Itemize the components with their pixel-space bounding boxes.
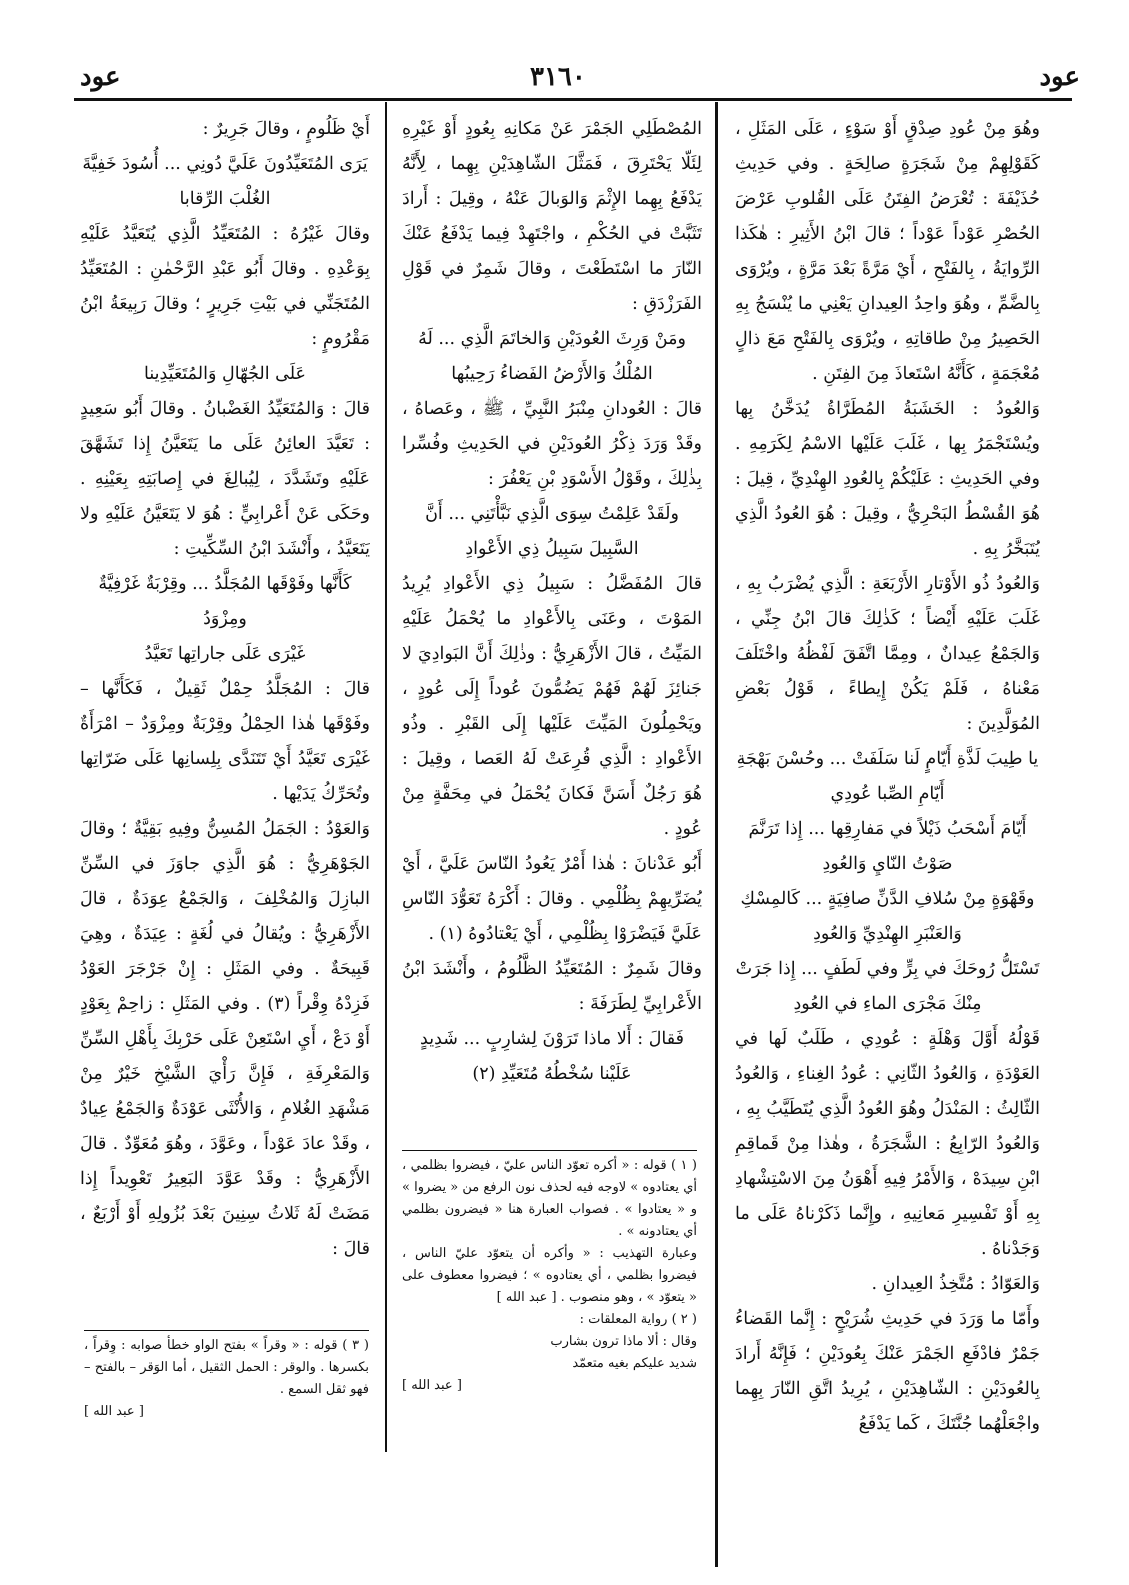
- paragraph: وقالَ غَيْرُهُ : المُتَعَيِّدُ الَّذِي يُتَعَيَّدُ عَلَيْهِ بِوَعْدِهِ . وقالَ أَبُو عَبْدِ الرَّحْمٰنِ : المُتَعَيِّدُ المُتَجَنِّي في بَيْتِ جَرِيرٍ ؛ وقالَ رَبِيعَةُ ابْنُ مَقْرُومٍ :: [80, 224, 370, 349]
- header-rule: [74, 98, 1072, 101]
- page-number: ٣١٦٠: [530, 62, 586, 92]
- footnote-rule: [402, 1150, 697, 1151]
- paragraph: قالَ : المُجَلَّدُ حِمْلٌ ثَقِيلٌ ، فَكَأَنَّها – وفَوْقَها هٰذا الحِمْلُ وقِرْبَةٌ ومِزْوَدٌ – امْرَأَةٌ غَيْرَى تَعَيَّدُ أَيْ تَتَنَدَّى بِلِسانِها عَلَى ضَرّاتِها وتُحَرِّكُ يَدَيْها .: [80, 679, 370, 804]
- verse: ولَقَدْ عَلِمْتُ سِوَى الَّذِي نَبَّأْتَنِي ... أَنَّ السَّبِيلَ سَبِيلُ ذِي الأَعْوادِ: [425, 504, 679, 559]
- verse: عَلَى الجُهّالِ وَالمُتَعَيِّدِينا: [144, 364, 306, 384]
- paragraph: وَالعُودُ ذُو الأَوْتارِ الأَرْبَعَةِ : الَّذِي يُضْرَبُ بِهِ ، غَلَبَ عَلَيْهِ أَيْضاً ؛ كَذٰلِكَ قالَ ابْنُ جِنِّي ، وَالجَمْعُ عِيدانٌ ، ومِمَّا اتَّفَقَ لَفْظُهُ واخْتَلَفَ مَعْناهُ ، فَلَمْ يَكُنْ إِيطاءً ، قَوْلُ بَعْضِ المُوَلَّدِينَ :: [735, 574, 1040, 734]
- editor-signature: [ عبد الله ]: [402, 1378, 462, 1393]
- column-divider-left: [385, 102, 387, 1452]
- footnote-rule: [84, 1330, 369, 1331]
- paragraph: أَيْ ظَلُومٍ ، وقالَ جَرِيرٌ :: [202, 119, 370, 139]
- verse: تَسْتَلُّ رُوحَكَ في بِرٍّ وفي لَطَفٍ ... إِذا جَرَتْ مِنْكَ مَجْرَى الماءِ في العُودِ: [735, 959, 1040, 1014]
- paragraph: قالَ المُفَضَّلُ : سَبِيلُ ذِي الأَعْوادِ يُرِيدُ المَوْتَ ، وعَنَى بِالأَعْوادِ ما يُحْمَلُ عَلَيْهِ المَيِّتُ ، قالَ الأَزْهَرِيُّ : وذٰلِكَ أَنَّ البَوادِيَ لا جَنائِزَ لَهُمْ فَهُمْ يَضُمُّونَ عُوداً إِلَى عُودٍ ، ويَحْمِلُونَ المَيِّتَ عَلَيْها إِلَى القَبْرِ . وذُو الأَعْوادِ : الَّذِي قُرِعَتْ لَهُ العَصا ، وقِيلَ : هُوَ رَجُلٌ أَسَنَّ فَكانَ يُحْمَلُ في مِحَفَّةٍ مِنْ عُودٍ .: [402, 574, 702, 839]
- verse: غَيْرَى عَلَى جاراتِها تَعَيَّدُ: [144, 644, 306, 664]
- header-left-word: عود: [80, 62, 121, 92]
- verse: يَرَى المُتَعَيِّدُونَ عَلَيَّ دُونِي ... أُسُودَ خَفِيَّةَ الغُلْبَ الرِّقابا: [82, 154, 368, 209]
- column-left: [80, 112, 370, 1492]
- column-right: [735, 112, 1040, 1582]
- footnotes-middle: [402, 1155, 697, 1397]
- paragraph: وهُوَ مِنْ عُودِ صِدْقٍ أَوْ سَوْءٍ ، عَلَى المَثَلِ ، كَقَوْلِهِمْ مِنْ شَجَرَةٍ صالِحَةٍ . وفي حَدِيثِ حُذَيْفَةَ : تُعْرَضُ الفِتَنُ عَلَى القُلوبِ عَرْضَ الحُصْرِ عَوْداً عَوْداً ؛ قالَ ابْنُ الأَثِيرِ : هٰكَذا الرِّوايَةُ ، بِالفَتْحِ ، أَيْ مَرَّةً بَعْدَ مَرَّةٍ ، ويُرْوَى بِالضَّمِّ ، وهُوَ واحِدُ العِيدانِ يَعْنِي ما يُنْسَجُ بِهِ الحَصِيرُ مِنْ طاقاتِهِ ، ويُرْوَى بِالفَتْحِ مَعَ ذالٍ مُعْجَمَةٍ ، كَأَنَّهُ اسْتَعاذَ مِنَ الفِتَنِ .: [735, 119, 1040, 384]
- verse: يا طِيبَ لَذَّةِ أَيّامٍ لَنا سَلَفَتْ ... وحُسْنَ بَهْجَةِ أَيّامِ الصِّبا عُودِي: [736, 749, 1039, 804]
- verse: فَقالَ : أَلا ماذا تَرَوْنَ لِشارِبٍ ... شَدِيدٍ عَلَيْنا سُخْطُهُ مُتَعَيِّدِ (٢): [420, 1029, 684, 1084]
- paragraph: وقالَ شَمِرٌ : المُتَعَيِّدُ الظَّلُومُ ، وأَنْشَدَ ابْنُ الأَعْرابِيِّ لِطَرَفَةَ :: [402, 959, 702, 1014]
- column-divider-right: [715, 102, 718, 1567]
- verse: ومَنْ وَرِثَ العُودَيْنِ وَالخاتَمَ الَّذِي ... لَهُ المُلْكُ وَالأَرْضُ الفَضاءُ رَحِيبُها: [418, 329, 686, 384]
- paragraph: وَالعُودُ : الخَشَبَةُ المُطَرَّاةُ يُدَخَّنُ بِها ويُسْتَجْمَرُ بِها ، غَلَبَ عَلَيْها الاسْمُ لِكَرَمِهِ . وفي الحَدِيثِ : عَلَيْكُمْ بِالعُودِ الهِنْدِيِّ ، قِيلَ : هُوَ القُسْطُ البَحْرِيُّ ، وقِيلَ : هُوَ العُودُ الَّذِي يُتَبَخَّرُ بِهِ .: [735, 399, 1040, 559]
- paragraph: أَبُو عَدْنانَ : هٰذا أَمْرٌ يَعُودُ النّاسَ عَلَيَّ ، أَيْ يُضَرِّيهِمْ بِظُلْمِي . وقالَ : أَكْرَهُ تَعَوُّدَ النّاسِ عَلَيَّ فَيَضْرَوْا بِظُلْمِي ، أَيْ يَعْتادُوهُ (١) .: [402, 854, 702, 944]
- editor-signature: [ عبد الله ]: [84, 1404, 144, 1419]
- footnote: ( ١ ) قوله : « أكره تعوّد الناس عليّ ، فيضروا بظلمي ، أي يعتادوه » لاوجه فيه لحذف نون الرفع من « يضروا » و « يعتادوا » . فصواب العبارة هنا « فيضرون بظلمي أي يعتادونه » .: [402, 1158, 697, 1239]
- verse: كَأَنَّها وفَوْقَها المُجَلَّدُ ... وقِرْبَةٌ غَرْفِيَّةٌ ومِزْوَدُ: [98, 574, 352, 629]
- verse: وقَهْوَةٍ مِنْ سُلافِ الدَّنِّ صافِيَةٍ ... كَالمِسْكِ وَالعَنْبَرِ الهِنْدِيِّ وَالعُودِ: [740, 889, 1035, 944]
- paragraph: قَوْلُهُ أَوَّلَ وَهْلَةٍ : عُودِي ، طَلَبٌ لَها في العَوْدَةِ ، وَالعُودُ الثّانِي : عُودُ الغِناءِ ، وَالعُودُ الثّالِثُ : المَنْدَلُ وهُوَ العُودُ الَّذِي يُتَطَيَّبُ بِهِ ، وَالعُودُ الرّابِعُ : الشَّجَرَةُ ، وهٰذا مِنْ قَماقِمِ ابْنِ سِيدَهْ ، وَالأَمْرُ فِيهِ أَهْوَنُ مِنَ الاسْتِشْهادِ بِهِ أَوْ تَفْسِيرِ مَعانِيهِ ، وإِنَّما ذَكَرْناهُ عَلَى ما وَجَدْناهُ .: [735, 1029, 1040, 1259]
- paragraph: وَالعَوْدُ : الجَمَلُ المُسِنُّ وفِيهِ بَقِيَّةٌ ؛ وقالَ الجَوْهَرِيُّ : هُوَ الَّذِي جاوَزَ في السِّنِّ البازِلَ وَالمُخْلِفَ ، وَالجَمْعُ عِوَدَةٌ ، قالَ الأَزْهَرِيُّ : ويُقالُ في لُغَةٍ : عِيَدَةٌ ، وهِيَ قَبِيحَةٌ . وفي المَثَلِ : إِنْ جَرْجَرَ العَوْدُ فَزِدْهُ وِقْراً (٣) . وفي المَثَلِ : زاحِمْ بِعَوْدٍ أَوْ دَعْ ، أَيِ اسْتَعِنْ عَلَى حَرْبِكَ بِأَهْلِ السِّنِّ وَالمَعْرِفَةِ ، فَإِنَّ رَأْيَ الشَّيْخِ خَيْرٌ مِنْ مَشْهَدِ الغُلامِ ، وَالأُنْثَى عَوْدَةٌ وَالجَمْعُ عِيادٌ ، وقَدْ عادَ عَوْداً ، وعَوَّدَ ، وهُوَ مُعَوِّدٌ . قالَ الأَزْهَرِيُّ : وقَدْ عَوَّدَ البَعِيرُ تَعْوِيداً إِذا مَضَتْ لَهُ ثَلاثُ سِنِينَ بَعْدَ بُزُولِهِ أَوْ أَرْبَعٌ ، قالَ :: [80, 819, 370, 1259]
- footnote: ( ٢ ) رواية المعلقات :: [579, 1312, 697, 1327]
- paragraph: قالَ : العُودانِ مِنْبَرُ النَّبِيِّ ، ﷺ ، وعَصاهُ ، وقَدْ وَرَدَ ذِكْرُ العُودَيْنِ في الحَدِيثِ وفُسِّرا بِذٰلِكَ ، وقَوْلُ الأَسْوَدِ بْنِ يَعْفُرَ :: [402, 399, 702, 489]
- footnote-verse: وقال : ألا ماذا ترون بشارب: [550, 1334, 697, 1349]
- paragraph: وأَمّا ما وَرَدَ في حَدِيثِ شُرَيْحٍ : إِنَّما القَضاءُ جَمْرٌ فادْفَعِ الجَمْرَ عَنْكَ بِعُودَيْنِ ؛ فَإِنَّهُ أَرادَ بِالعُودَيْنِ : الشّاهِدَيْنِ ، يُرِيدُ اتَّقِ النّارَ بِهِما واجْعَلْهُما جُنَّتَكَ ، كَما يَدْفَعُ: [735, 1309, 1040, 1434]
- footnote-verse: شديد عليكم بغيه متعمّد: [572, 1356, 697, 1371]
- footnote: ( ٣ ) قوله : « وقراً » بفتح الواو خطأ صوابه : وِقراً ، بكسرها . والوقر : الحمل الثقيل ، أما الوَقر – بالفتح – فهو ثقل السمع .: [84, 1338, 369, 1397]
- footnote: وعبارة التهذيب : « وأكره أن يتعوّد عليّ الناس ، فيضروا بظلمي ، أي يعتادوه » ؛ فيضروا معطوف على « يتعوّد » ، وهو منصوب . [ عبد الله ]: [402, 1246, 697, 1305]
- paragraph: المُصْطَلِي الجَمْرَ عَنْ مَكانِهِ بِعُودٍ أَوْ غَيْرِهِ لِئَلّا يَحْتَرِقَ ، فَمَثَّلَ الشّاهِدَيْنِ بِهِما ، لِأَنَّهُ يَدْفَعُ بِهِما الإِثْمَ وَالوَبالَ عَنْهُ ، وقِيلَ : أَرادَ تَثَبَّتْ في الحُكْمِ ، واجْتَهِدْ فِيما يَدْفَعُ عَنْكَ النّارَ ما اسْتَطَعْتَ ، وقالَ شَمِرٌ في قَوْلِ الفَرَزْدَقِ :: [402, 119, 702, 314]
- verse: أَيّامَ أَسْحَبُ ذَيْلاً في مَفارِقِها ... إِذا تَرَنَّمَ صَوْتُ النّايِ وَالعُودِ: [748, 819, 1027, 874]
- page-header: [60, 62, 1080, 102]
- paragraph: وَالعَوّادُ : مُتَّخِذُ العِيدانِ .: [871, 1274, 1040, 1294]
- header-right-word: عود: [1039, 62, 1080, 92]
- footnotes-left: [84, 1335, 369, 1423]
- paragraph: قالَ : وَالمُتَعَيِّدُ الغَضْبانُ . وقالَ أَبُو سَعِيدٍ : تَعَيَّدَ العائِنُ عَلَى ما يَتَعَيَّنُ إِذا تَشَهَّقَ عَلَيْهِ وتَشَدَّدَ ، لِيُبالِغَ في إِصابَتِهِ بِعَيْنِهِ . وحَكَى عَنْ أَعْرابِيٍّ : هُوَ لا يَتَعَيَّنُ عَلَيْهِ ولا يَتَعَيَّدُ ، وأَنْشَدَ ابْنُ السِّكِّيتِ :: [80, 399, 370, 559]
